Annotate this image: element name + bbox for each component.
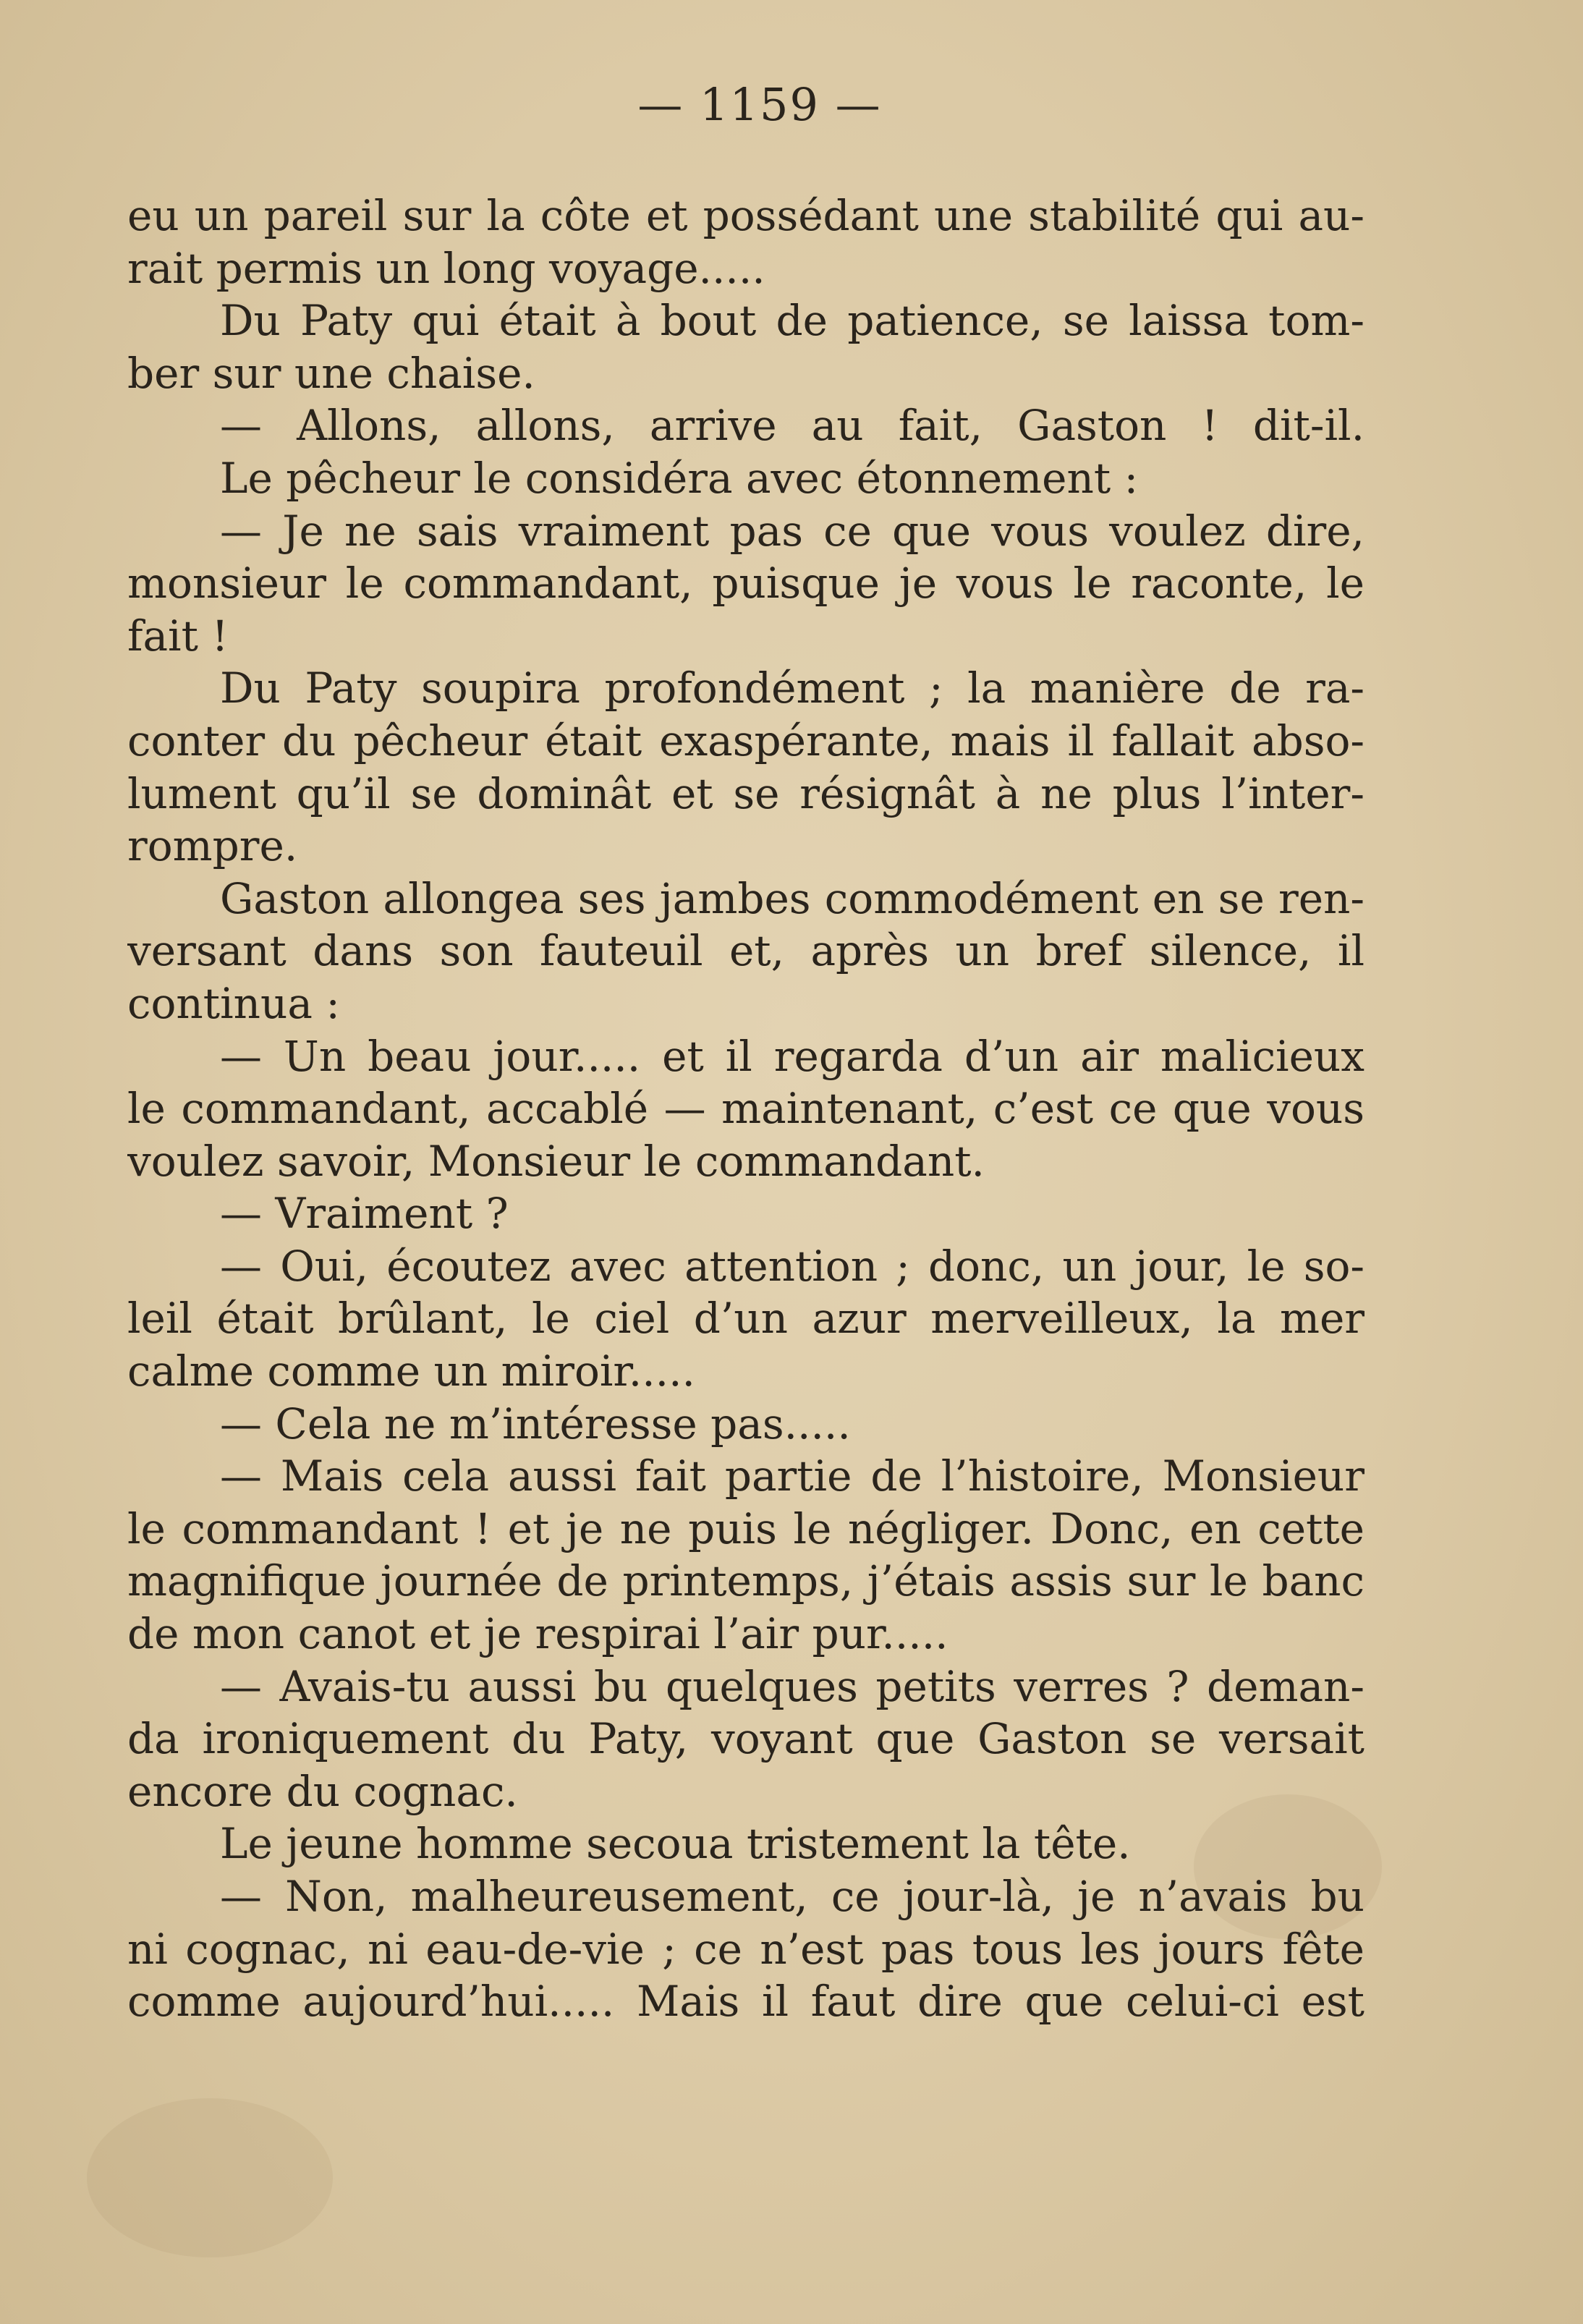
text-line: — Cela ne m’intéresse pas.....	[220, 1399, 851, 1449]
text-line: — Non, malheureusement, ce jour-là, je n’avais bu	[220, 1872, 1365, 1921]
text-line: — Oui, écoutez avec attention ; donc, un jour, le so-	[220, 1241, 1365, 1291]
text-line: continua :	[127, 978, 340, 1028]
text-line: le commandant, accablé — maintenant, c’est ce que vous	[127, 1084, 1365, 1134]
text-line: conter du pêcheur était exaspérante, mais il fallait abso-	[127, 716, 1365, 766]
text-line: calme comme un miroir.....	[127, 1347, 695, 1396]
text-line: rompre.	[127, 821, 298, 871]
text-line: Du Paty qui était à bout de patience, se laissa tom-	[220, 296, 1365, 346]
body-text	[127, 190, 1365, 2028]
text-line: eu un pareil sur la côte et possédant une stabilité qui au-	[127, 191, 1365, 240]
paper-stain	[87, 2098, 333, 2257]
text-line: ni cognac, ni eau-de-vie ; ce n’est pas tous les jours fête	[127, 1924, 1365, 1974]
text-line: de mon canot et je respirai l’air pur.....	[127, 1609, 948, 1659]
text-line: — Avais-tu aussi bu quelques petits verres ? deman-	[220, 1661, 1365, 1711]
page-number: — 1159 —	[637, 78, 882, 131]
text-line: da ironiquement du Paty, voyant que Gaston se versait	[127, 1714, 1365, 1764]
text-line: versant dans son fauteuil et, après un bref silence, il	[127, 926, 1365, 976]
text-line: lument qu’il se dominât et se résignât à ne plus l’inter-	[127, 768, 1365, 818]
text-line: rait permis un long voyage.....	[127, 243, 765, 293]
text-line: — Allons, allons, arrive au fait, Gaston ! dit-il.	[220, 401, 1365, 451]
text-line: — Mais cela aussi fait partie de l’histoire, Monsieur	[220, 1451, 1365, 1501]
text-line: — Je ne sais vraiment pas ce que vous voulez dire,	[220, 506, 1365, 556]
text-line: monsieur le commandant, puisque je vous le raconte, le	[127, 559, 1365, 608]
text-line: — Un beau jour..... et il regarda d’un air malicieux	[220, 1031, 1365, 1081]
text-line: magnifique journée de printemps, j’étais assis sur le banc	[127, 1556, 1365, 1606]
text-line: Le pêcheur le considéra avec étonnement :	[220, 453, 1139, 503]
text-line: voulez savoir, Monsieur le commandant.	[127, 1136, 985, 1186]
text-line: Du Paty soupira profondément ; la manière de ra-	[220, 663, 1365, 713]
text-line: le commandant ! et je ne puis le négliger. Donc, en cette	[127, 1504, 1365, 1553]
text-line: ber sur une chaise.	[127, 348, 535, 398]
text-line: Le jeune homme secoua tristement la tête.	[220, 1819, 1131, 1869]
text-line: leil était brûlant, le ciel d’un azur merveilleux, la mer	[127, 1294, 1365, 1344]
text-line: encore du cognac.	[127, 1766, 518, 1816]
text-line: — Vraiment ?	[220, 1189, 509, 1239]
text-line: Gaston allongea ses jambes commodément en se ren-	[220, 873, 1365, 923]
text-line: comme aujourd’hui..... Mais il faut dire que celui-ci est	[127, 1977, 1365, 2027]
text-line: fait !	[127, 611, 229, 661]
